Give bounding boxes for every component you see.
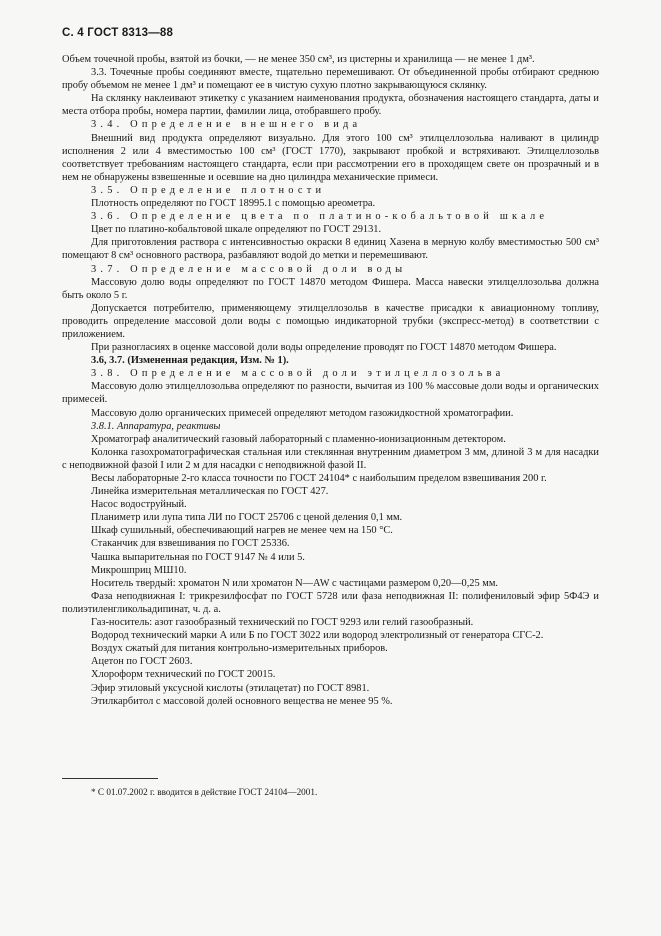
paragraph: Фаза неподвижная I: трикрезилфосфат по ГОСТ 5728 или фаза неподвижная II: полифениловый эфир 5Ф4Э и полиэтиленгликольадипинат, ч. д. а. [62,590,599,615]
paragraph: На склянку наклеивают этикетку с указанием наименования продукта, обозначения настоящего стандарта, даты и места отбора пробы, номера партии, фамилии лица, отобравшего пробу. [62,93,599,118]
paragraph: Водород технический марки А или Б по ГОСТ 3022 или водород электролизный от генератора СГС-2. [91,630,544,642]
paragraph: Носитель твердый: хроматон N или хроматон N—AW с частицами размером 0,20—0,25 мм. [91,577,499,589]
paragraph: Шкаф сушильный, обеспечивающий нагрев не менее чем на 150 °С. [91,525,393,537]
section-heading: 3.7. Определение массовой доли воды [91,263,407,275]
subsection-heading: 3.8.1. Аппаратура, реактивы [91,420,221,432]
paragraph: Насос водоструйный. [91,499,187,511]
paragraph: Объем точечной пробы, взятой из бочки, — не менее 350 см³, из цистерны и хранилища — не менее 1 дм³. [62,54,535,65]
paragraph: Для приготовления раствора с интенсивностью окраски 8 единиц Хазена в мерную колбу вместимостью 500 см³ помещают 8 см³ основного раствора, разбавляют водой до метки и перемешивают. [62,237,599,262]
paragraph: Внешний вид продукта определяют визуально. Для этого 100 см³ этилцеллозольва наливают в цилиндр исполнения 2 или 4 вместимостью 100 см³ (ГОСТ 1770), закрывают пробкой и встряхивают. Этилцеллозольв соответствует требованиям настоящего стандарта, если при рассмотрении его в проходящем свете он прозрачный и в нем не обнаружены взвешенные и осевшие на дно цилиндра механические примеси. [62,132,599,183]
section-heading: 3.4. Определение внешнего вида [91,119,362,131]
paragraph: Хлороформ технический по ГОСТ 20015. [91,669,276,681]
paragraph: Планиметр или лупа типа ЛИ по ГОСТ 25706 с ценой деления 0,1 мм. [91,512,403,524]
footnote-divider [62,778,158,779]
paragraph: Массовую долю этилцеллозольва определяют по разности, вычитая из 100 % массовые доли воды и органических примесей. [62,381,599,406]
paragraph: Плотность определяют по ГОСТ 18995.1 с помощью ареометра. [91,198,376,210]
paragraph: Газ-носитель: азот газообразный технический по ГОСТ 9293 или гелий газообразный. [91,617,474,629]
paragraph: Допускается потребителю, применяющему этилцеллозольв в качестве присадки к авиационному топливу, проводить определение массовой доли воды с помощью индикаторной трубки (экспресс-метод) в соответствии с приложением. [62,302,599,340]
page-header: С. 4 ГОСТ 8313—88 [62,27,174,39]
section-heading: 3.6. Определение цвета по платино-кобальтовой шкале [91,211,549,223]
paragraph: Массовую долю органических примесей определяют методом газожидкостной хроматографии. [91,407,514,419]
section-heading: 3.8. Определение массовой доли этилцеллозольва [91,368,505,380]
paragraph: Микрошприц МШ10. [91,564,187,576]
paragraph: Цвет по платино-кобальтовой шкале определяют по ГОСТ 29131. [91,224,382,236]
paragraph: 3.3. Точечные пробы соединяют вместе, тщательно перемешивают. От объединенной пробы отбирают среднюю пробу объемом не менее 1 дм³ и помещают ее в чистую сухую плотно закрывающуюся склянку. [62,67,599,92]
section-heading: 3.5. Определение плотности [91,184,326,196]
paragraph: Воздух сжатый для питания контрольно-измерительных приборов. [91,643,388,655]
paragraph: Этилкарбитол с массовой долей основного вещества не менее 95 %. [91,695,393,707]
paragraph: При разногласиях в оценке массовой доли воды определение проводят по ГОСТ 14870 методом Фишера. [91,342,557,354]
paragraph: Весы лабораторные 2-го класса точности по ГОСТ 24104* с наибольшим пределом взвешивания 200 г. [91,473,547,484]
paragraph: Эфир этиловый уксусной кислоты (этилацетат) по ГОСТ 8981. [91,682,370,694]
paragraph: Чашка выпарительная по ГОСТ 9147 № 4 или 5. [91,551,305,563]
paragraph: Массовую долю воды определяют по ГОСТ 14870 методом Фишера. Масса навески этилцеллозольва должна быть около 5 г. [62,276,599,301]
amendment-note: 3.6, 3.7. (Измененная редакция, Изм. № 1). [91,355,289,367]
footnote: * С 01.07.2002 г. вводится в действие ГОСТ 24104—2001. [91,787,318,797]
paragraph: Линейка измерительная металлическая по ГОСТ 427. [91,486,329,498]
paragraph: Хроматограф аналитический газовый лабораторный с пламенно-ионизационным детектором. [91,433,506,445]
paragraph: Стаканчик для взвешивания по ГОСТ 25336. [91,538,290,550]
paragraph: Колонка газохроматографическая стальная или стеклянная внутренним диаметром 3 мм, длиной 3 м для насадки с неподвижной фазой I или 2 м для насадки с неподвижной фазой II. [62,446,599,471]
document-body [62,53,599,708]
paragraph: Ацетон по ГОСТ 2603. [91,656,193,668]
